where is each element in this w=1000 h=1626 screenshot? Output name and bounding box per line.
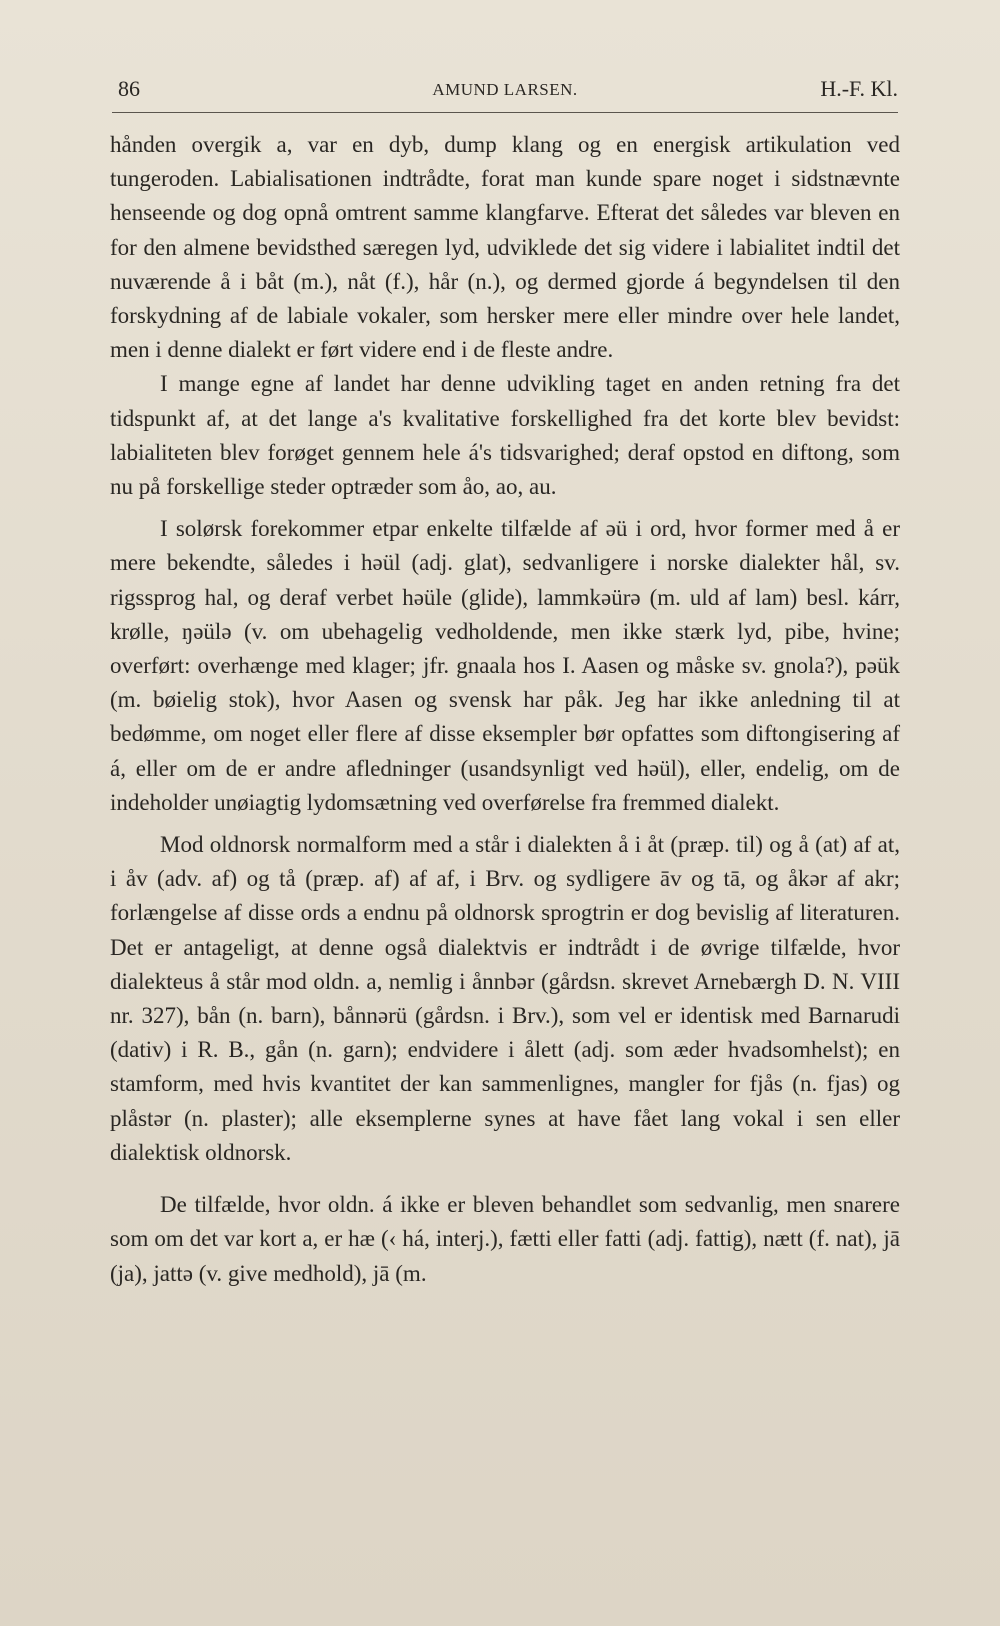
running-title: AMUND LARSEN.	[432, 80, 578, 99]
body-text	[110, 128, 900, 1291]
page-number: 86	[118, 76, 140, 101]
paragraph-1: hånden overgik a, var en dyb, dump klang og en energisk artikulation ved tungeroden. Labialisationen indtrådte, forat man kunde spare noget i sidstnævnte henseende og dog opnå omtrent samme klangfarve. Efterat det således var bleven en for den almene bevidsthed særegen lyd, udviklede det sig videre i labialitet indtil det nuværende å i båt (m.), nåt (f.), hår (n.), og dermed gjorde á begyndelsen til den forskydning af de labiale vokaler, som hersker mere eller mindre over hele landet, men i denne dialekt er ført videre end i de fleste andre.	[110, 132, 900, 363]
paragraph-2: I mange egne af landet har denne udvikling taget en anden retning fra det tidspunkt af, at det lange a's kvalitative forskellighed fra det korte blev bevidst: labialiteten blev forøget gennem hele á's tidsvarighed; deraf opstod en diftong, som nu på forskellige steder optræder som åo, ao, au.	[110, 371, 900, 500]
paragraph-4: Mod oldnorsk normalform med a står i dialekten å i åt (præp. til) og å (at) af at, i åv (adv. af) og tå (præp. af) af af, i Brv. og sydligere āv og tā, og åkər af akr; forlængelse af disse ords a endnu på oldnorsk sprogtrin er dog bevislig af literaturen. Det er antageligt, at denne også dialektvis er indtrådt i de øvrige tilfælde, hvor dialekteus å står mod oldn. a, nemlig i ånnbər (gårdsn. skrevet Arnebærgh D. N. VIII nr. 327), bån (n. barn), bånnərü (gårdsn. i Brv.), som vel er identisk med Barnarudi (dativ) i R. B., gån (n. garn); endvidere i ålett (adj. som æder hvadsomhelst); en stamform, med hvis kvantitet der kan sammenlignes, mangler for fjås (n. fjas) og plåstər (n. plaster); alle eksemplerne synes at have fået lang vokal i sen eller dialektisk oldnorsk.	[110, 832, 900, 1165]
paragraph-5: De tilfælde, hvor oldn. á ikke er bleven behandlet som sedvanlig, men snarere som om det var kort a, er hæ (‹ há, interj.), fætti eller fatti (adj. fattig), nætt (f. nat), jā (ja), jattə (v. give medhold), jā (m.	[110, 1192, 900, 1286]
page-header	[112, 72, 898, 113]
section-tag: H.-F. Kl.	[820, 76, 898, 101]
paragraph-3: I solørsk forekommer etpar enkelte tilfælde af əü i ord, hvor former med å er mere bekendte, således i həül (adj. glat), sedvanligere i norske dialekter hål, sv. rigssprog hal, og deraf verbet həüle (glide), lammkəürə (m. uld af lam) besl. kárr, krølle, ŋəülə (v. om ubehagelig vedholdende, men ikke stærk lyd, pibe, hvine; overført: overhænge med klager; jfr. gnaala hos I. Aasen og måske sv. gnola?), pəük (m. bøielig stok), hvor Aasen og svensk har påk. Jeg har ikke anledning til at bedømme, om noget eller flere af disse eksempler bør opfattes som diftongisering af á, eller om de er andre afledninger (usandsynligt ved həül), eller, endelig, om de indeholder unøiagtig lydomsætning ved overførelse fra fremmed dialekt.	[110, 516, 900, 815]
